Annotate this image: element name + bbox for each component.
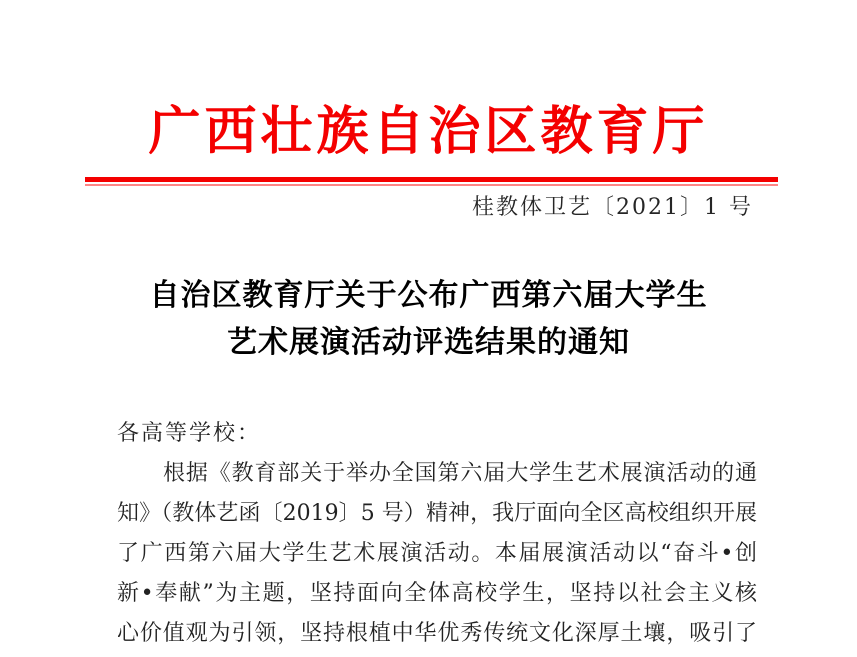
agency-name: 广西壮族自治区教育厅 (148, 101, 709, 162)
paragraph-line: 心价值观为引领，坚持根植中华优秀传统文化深厚土壤，吸引了 (117, 621, 757, 646)
masthead-rule-thin-line (85, 184, 778, 186)
paragraph-line: 新•奉献”为主题，坚持面向全体高校学生，坚持以社会主义核 (117, 581, 757, 606)
masthead-rule (85, 177, 778, 186)
document-title (0, 272, 857, 366)
paragraph-line: 了广西第六届大学生艺术展演活动。本届展演活动以“奋斗•创 (117, 541, 757, 566)
paragraph-line: 知》（教体艺函〔2019〕5 号）精神，我厅面向全区高校组织开展 (117, 501, 757, 526)
document-title-line-2: 艺术展演活动评选结果的通知 (227, 325, 630, 360)
document-body (117, 414, 757, 654)
salutation: 各高等学校： (117, 421, 262, 446)
document-title-line-1: 自治区教育厅关于公布广西第六届大学生 (149, 278, 708, 313)
paragraph-line: 根据《教育部关于举办全国第六届大学生艺术展演活动的通 (163, 461, 757, 486)
document-number: 桂教体卫艺〔2021〕1 号 (472, 195, 753, 220)
